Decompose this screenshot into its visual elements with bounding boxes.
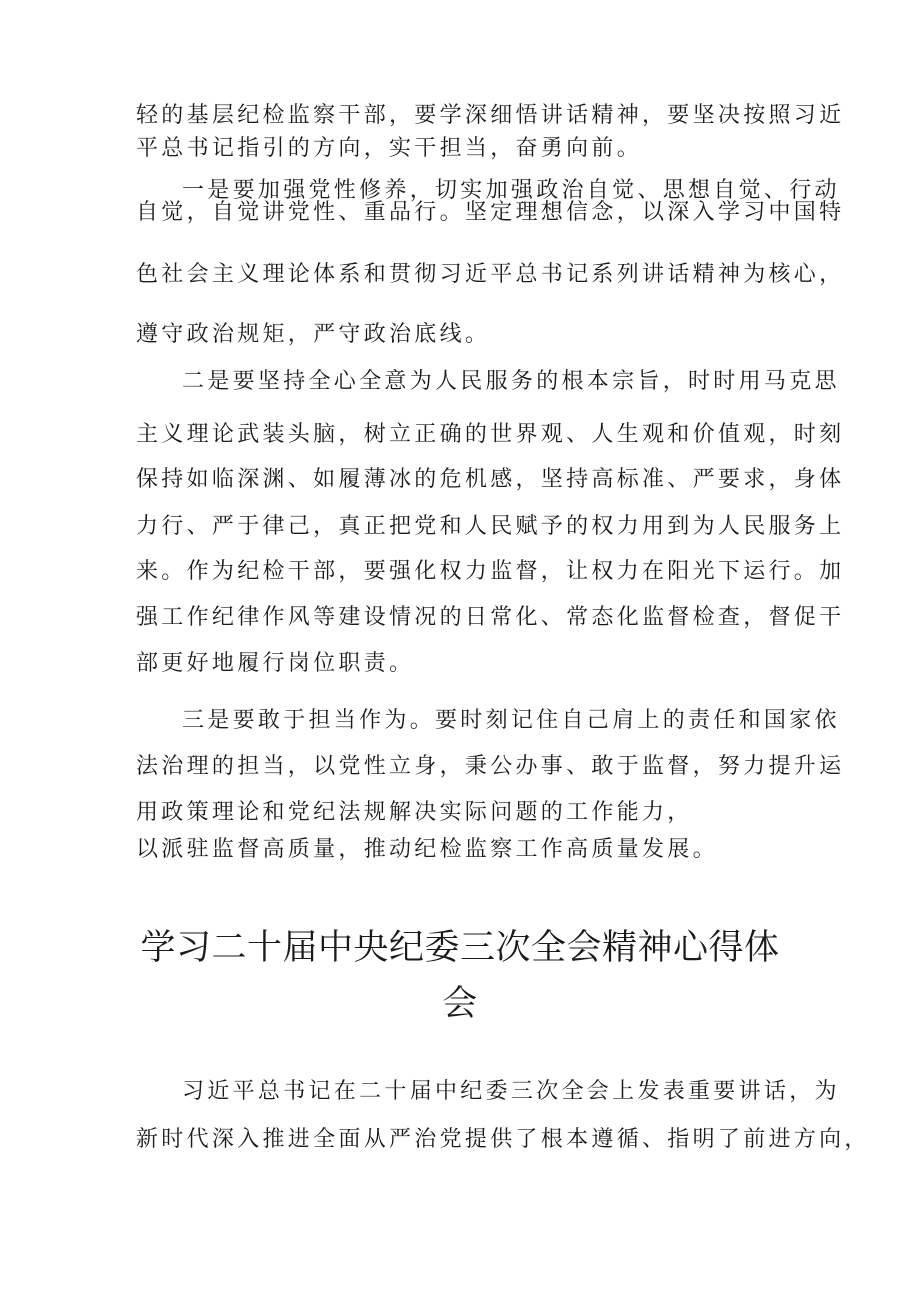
paragraph-first-line: 三是要敢于担当作为。要时刻记住自己肩上的责任和国家依: [182, 708, 840, 733]
paragraph-line: 部更好地履行岗位职责。: [136, 651, 415, 676]
paragraph-line: 来。作为纪检干部，要强化权力监督，让权力在阳光下运行。加: [136, 559, 845, 584]
section-title: 学习二十届中央纪委三次全会精神心得体: [140, 928, 780, 968]
paragraph-line: 法治理的担当，以党性立身，秉公办事、敢于监督，努力提升运: [136, 754, 845, 779]
paragraph-line: 平总书记指引的方向，实干担当，奋勇向前。: [136, 136, 643, 161]
paragraph-line: 强工作纪律作风等建设情况的日常化、常态化监督检查，督促干: [136, 605, 845, 630]
section-title-continued: 会: [442, 984, 478, 1024]
paragraph-first-line: 一是要加强党性修养，切实加强政治自觉、思想自觉、行动: [182, 178, 840, 203]
paragraph-line: 以派驻监督高质量，推动纪检监察工作高质量发展。: [136, 837, 718, 862]
paragraph-first-line: 习近平总书记在二十届中纪委三次全会上发表重要讲话，为: [182, 1079, 840, 1104]
paragraph-line: 用政策理论和党纪法规解决实际问题的工作能力，: [136, 800, 693, 825]
paragraph-line: 新时代深入推进全面从严治党提供了根本遵循、指明了前进方向，: [136, 1127, 870, 1152]
paragraph-line: 色社会主义理论体系和贯彻习近平总书记系列讲话精神为核心，: [136, 262, 845, 287]
paragraph-line: 自觉，自觉讲党性、重品行。坚定理想信念，以深入学习中国特: [136, 200, 845, 225]
paragraph-line: 轻的基层纪检监察干部，要学深细悟讲话精神，要坚决按照习近: [136, 103, 845, 128]
paragraph-line: 力行、严于律己，真正把党和人民赋予的权力用到为人民服务上: [136, 514, 845, 539]
paragraph-first-line: 二是要坚持全心全意为人民服务的根本宗旨，时时用马克思: [182, 369, 840, 394]
paragraph-line: 主义理论武装头脑，树立正确的世界观、人生观和价值观，时刻: [136, 422, 845, 447]
paragraph-line: 遵守政治规矩，严守政治底线。: [136, 322, 491, 347]
paragraph-line: 保持如临深渊、如履薄冰的危机感，坚持高标准、严要求，身体: [136, 467, 845, 492]
